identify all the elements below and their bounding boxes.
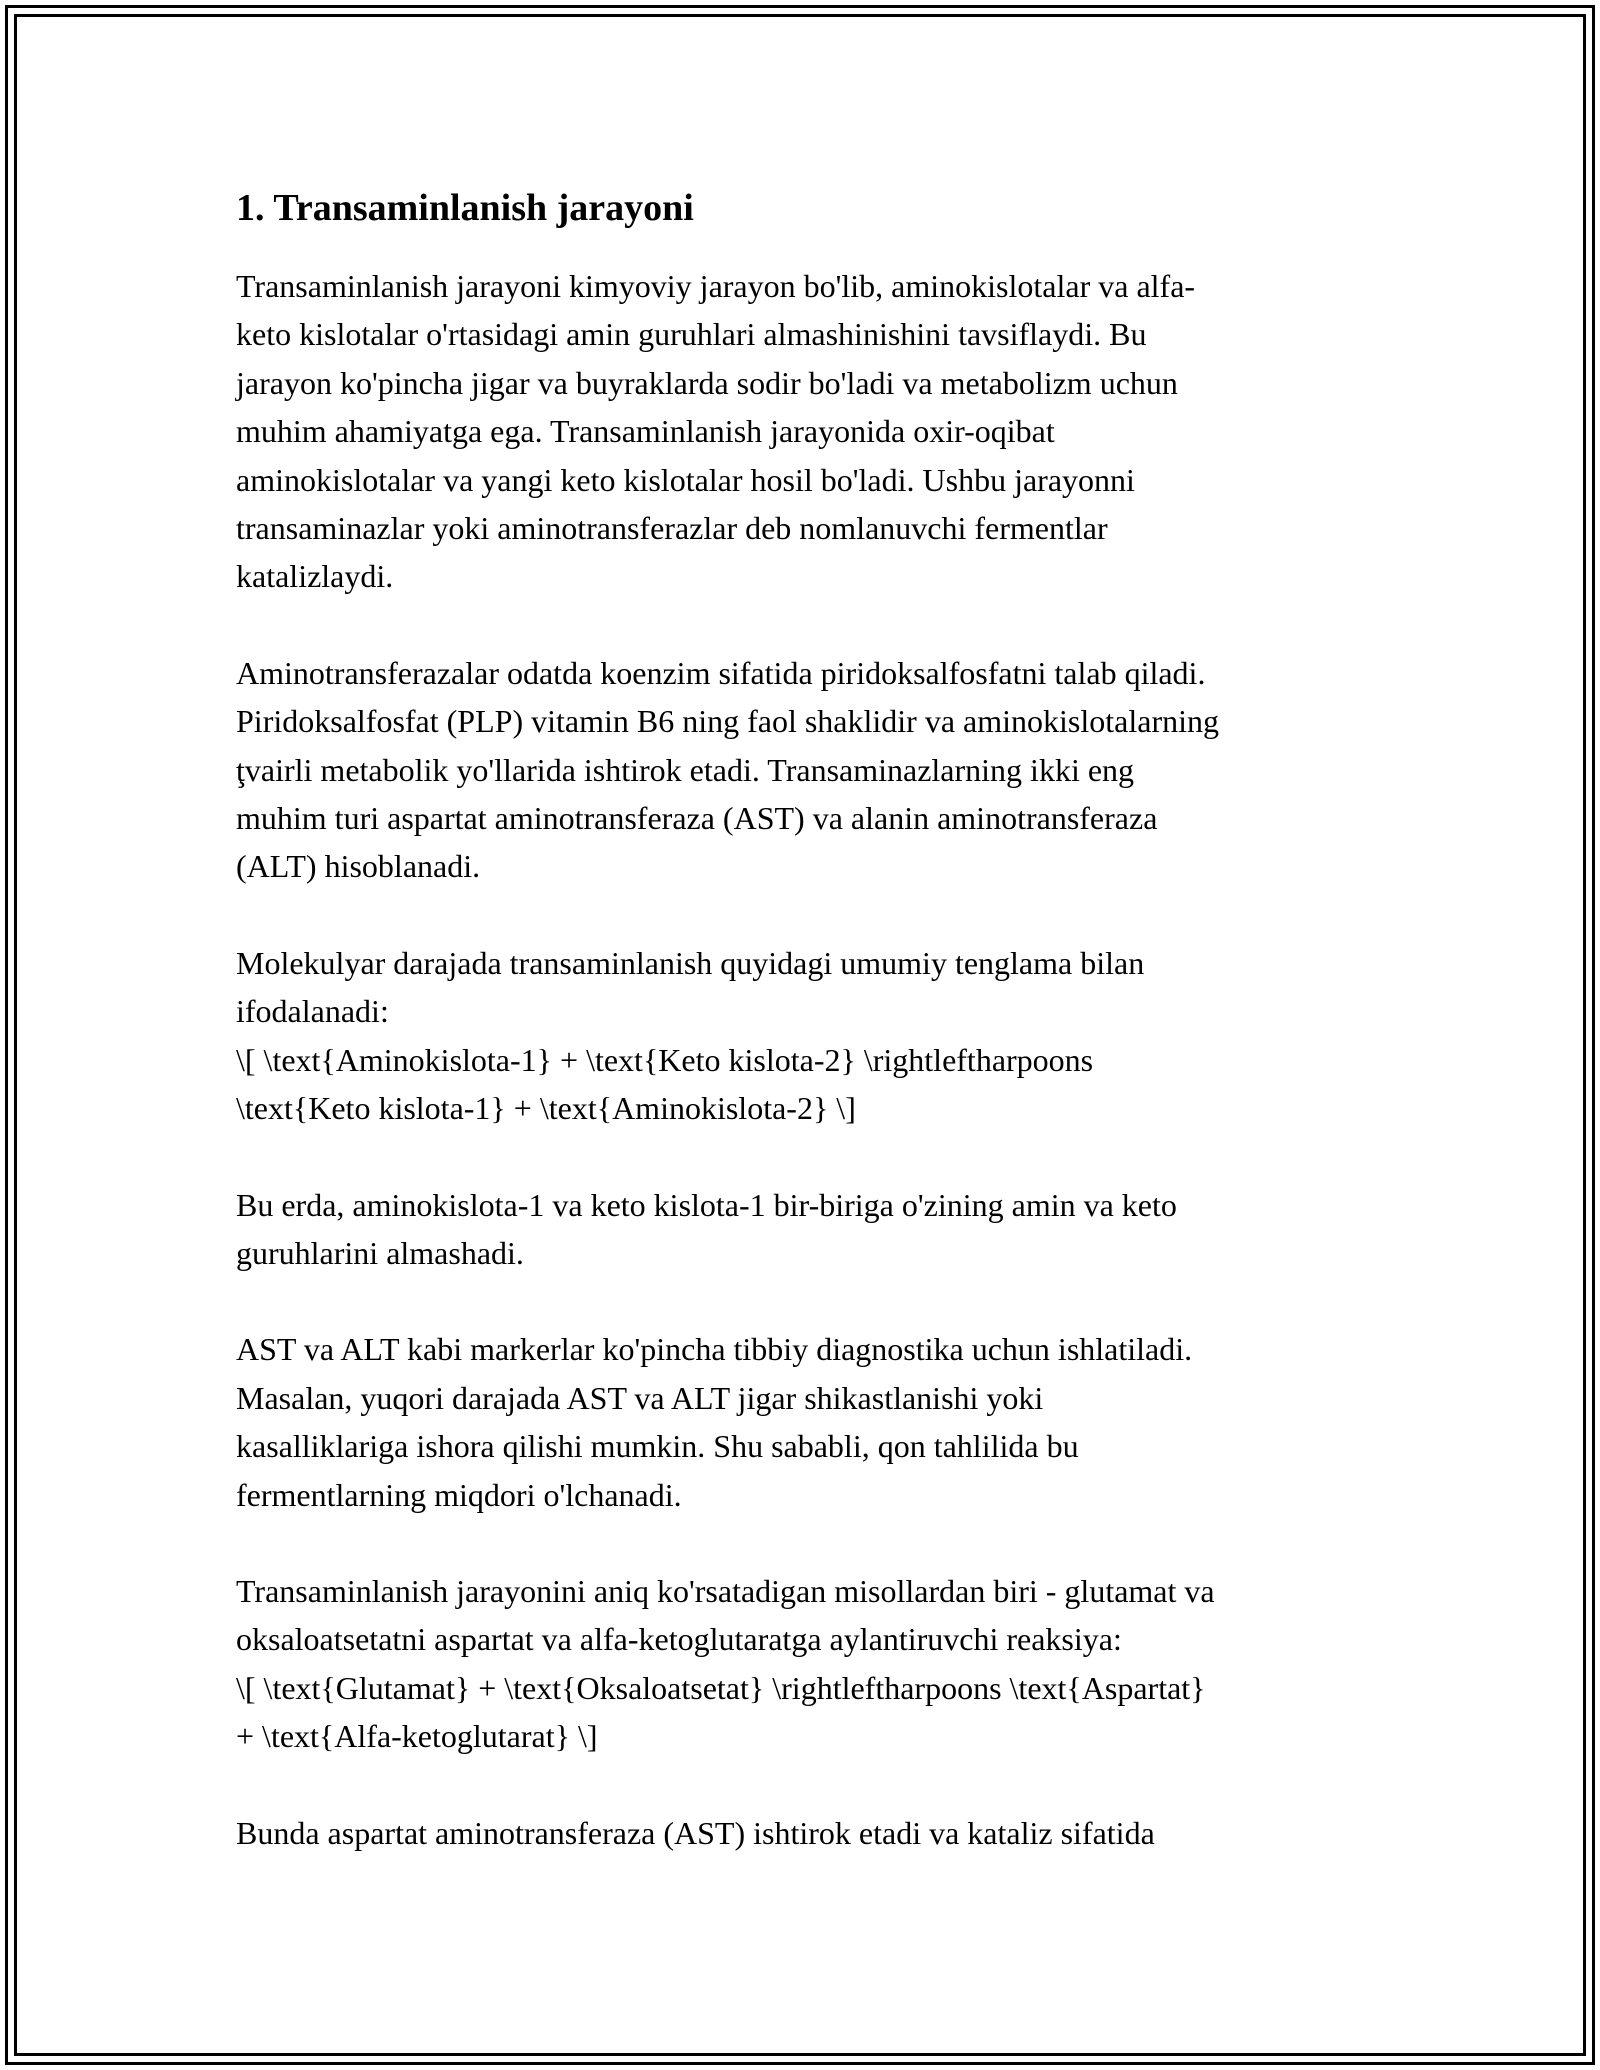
text-line: muhim ahamiyatga ega. Transaminlanish jarayonida oxir-oqibat bbox=[236, 413, 1055, 450]
text-line: oksaloatsetatni aspartat va alfa-ketoglutaratga aylantiruvchi reaksiya: bbox=[236, 1621, 1122, 1658]
equation-line: \[ \text{Glutamat} + \text{Oksaloatsetat} \rightleftharpoons \text{Aspartat} bbox=[236, 1669, 1206, 1706]
text-line: Aminotransferazalar odatda koenzim sifatida piridoksalfosfatni talab qiladi. bbox=[236, 654, 1206, 691]
text-line: transaminazlar yoki aminotransferazlar deb nomlanuvchi fermentlar bbox=[236, 510, 1108, 547]
paragraph-diagnostic-markers bbox=[236, 1325, 1366, 1519]
equation-line: + \text{Alfa-ketoglutarat} \] bbox=[236, 1718, 598, 1755]
text-line: ifodalanadi: bbox=[236, 993, 389, 1030]
text-line: muhim turi aspartat aminotransferaza (AST) va alanin aminotransferaza bbox=[236, 800, 1158, 837]
text-line: jarayon ko'pincha jigar va buyraklarda sodir bo'ladi va metabolizm uchun bbox=[236, 364, 1178, 401]
equation-line: \text{Keto kislota-1} + \text{Aminokislota-2} \] bbox=[236, 1090, 856, 1127]
text-line: guruhlarini almashadi. bbox=[236, 1234, 524, 1271]
text-line: aminokislotalar va yangi keto kislotalar hosil bo'ladi. Ushbu jarayonni bbox=[236, 461, 1135, 498]
paragraph-transamination-intro bbox=[236, 262, 1366, 601]
text-line: Transaminlanish jarayonini aniq ko'rsatadigan misollardan biri - glutamat va bbox=[236, 1572, 1215, 1609]
paragraph-equation-explanation bbox=[236, 1181, 1366, 1278]
text-line: fermentlarning miqdori o'lchanadi. bbox=[236, 1476, 682, 1513]
text-line: katalizlaydi. bbox=[236, 558, 394, 595]
paragraph-glutamate-example bbox=[236, 1567, 1366, 1761]
text-line: AST va ALT kabi markerlar ko'pincha tibbiy diagnostika uchun ishlatiladi. bbox=[236, 1331, 1193, 1368]
paragraph-aminotransferases bbox=[236, 649, 1366, 891]
section-heading: 1. Transaminlanish jarayoni bbox=[236, 187, 694, 229]
equation-line: \[ \text{Aminokislota-1} + \text{Keto kislota-2} \rightleftharpoons bbox=[236, 1041, 1094, 1078]
paragraph-general-equation bbox=[236, 939, 1366, 1133]
text-line: Bu erda, aminokislota-1 va keto kislota-1 bir-biriga o'zining amin va keto bbox=[236, 1186, 1177, 1223]
text-line: kasalliklariga ishora qilishi mumkin. Shu sababli, qon tahlilida bu bbox=[236, 1428, 1079, 1465]
text-line: Molekulyar darajada transaminlanish quyidagi umumiy tenglama bilan bbox=[236, 944, 1145, 981]
text-line: Piridoksalfosfat (PLP) vitamin B6 ning faol shaklidir va aminokislotalarning bbox=[236, 703, 1219, 740]
text-line: Bunda aspartat aminotransferaza (AST) ishtirok etadi va kataliz sifatida bbox=[236, 1814, 1155, 1851]
text-line: Masalan, yuqori darajada AST va ALT jigar shikastlanishi yoki bbox=[236, 1379, 1044, 1416]
text-line: Transaminlanish jarayoni kimyoviy jarayon bo'lib, aminokislotalar va alfa- bbox=[236, 268, 1196, 304]
paragraph-ast-catalysis bbox=[236, 1809, 1366, 1857]
text-line: (ALT) hisoblanadi. bbox=[236, 848, 481, 885]
text-line: ţvairli metabolik yo'llarida ishtirok etadi. Transaminazlarning ikki eng bbox=[236, 751, 1135, 788]
text-line: keto kislotalar o'rtasidagi amin guruhlari almashinishini tavsiflaydi. Bu bbox=[236, 316, 1147, 353]
document-body bbox=[236, 184, 1366, 1905]
